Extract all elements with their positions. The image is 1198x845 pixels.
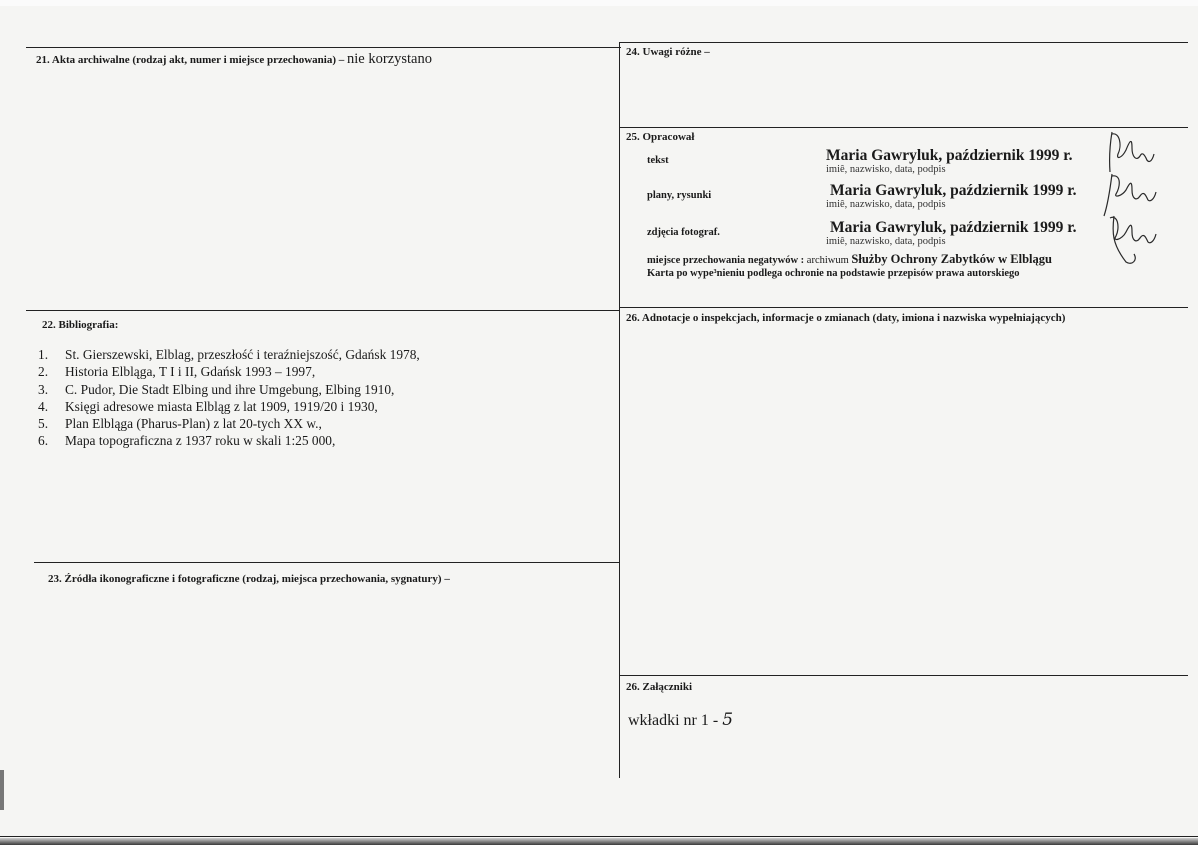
section-21-value: nie korzystano bbox=[347, 51, 432, 67]
attachments-printed: wkładki nr 1 - bbox=[628, 712, 723, 729]
page-left-edge bbox=[0, 770, 4, 810]
top-border-left bbox=[26, 47, 621, 48]
role-photos: zdjęcia fotograf. bbox=[647, 227, 720, 238]
section-22-label: 22. Bibliografia: bbox=[42, 319, 119, 331]
list-item: 4. Księgi adresowe miasta Elbląg z lat 1909, 1919/20 i 1930, bbox=[38, 398, 378, 414]
author-name-text: Maria Gawryluk, październik 1999 r. bbox=[826, 147, 1073, 164]
list-item: 1. St. Gierszewski, Elblag, przeszłość i teraźniejszość, Gdańsk 1978, bbox=[38, 347, 420, 362]
page-top-edge bbox=[0, 0, 1198, 6]
divider-22-23 bbox=[34, 562, 620, 563]
section-21-heading bbox=[36, 51, 432, 68]
signature-photos bbox=[1092, 208, 1166, 264]
list-item: 3. C. Pudor, Die Stadt Elbing und ihre Umgebung, Elbing 1910, bbox=[38, 381, 395, 397]
attachments-handwritten: 5 bbox=[722, 710, 734, 730]
section-21-label: 21. Akta archiwalne (rodzaj akt, numer i miejsce przechowania) – bbox=[36, 54, 348, 66]
author-hint-photos: imiê, nazwisko, data, podpis bbox=[826, 236, 946, 247]
page-bottom-edge bbox=[0, 838, 1198, 845]
negatives-label: miejsce przechowania negatywów : bbox=[647, 255, 805, 266]
role-text: tekst bbox=[647, 155, 669, 166]
divider-21-22 bbox=[26, 310, 620, 311]
top-border-right bbox=[620, 42, 1188, 43]
section-26-annotations-label: 26. Adnotacje o inspekcjach, informacje o zmianach (daty, imiona i nazwiska wypełniających) bbox=[626, 312, 1066, 324]
author-hint-text: imiê, nazwisko, data, podpis bbox=[826, 164, 946, 175]
section-25-label: 25. Opracował bbox=[626, 131, 695, 143]
negatives-plain: archiwum bbox=[804, 255, 852, 266]
negatives-storage bbox=[647, 252, 1052, 267]
divider-26-annex bbox=[620, 675, 1188, 676]
role-plans: plany, rysunki bbox=[647, 190, 712, 201]
center-divider bbox=[619, 42, 620, 778]
author-name-photos: Maria Gawryluk, październik 1999 r. bbox=[830, 219, 1077, 236]
bibliography-list bbox=[38, 346, 420, 450]
list-item: 5. Plan Elbląga (Pharus-Plan) z lat 20-tych XX w., bbox=[38, 416, 322, 432]
section-23-label: 23. Źródła ikonograficzne i fotograficzne (rodzaj, miejsca przechowania, sygnatury) – bbox=[48, 573, 450, 585]
list-item: 2. Historia Elbląga, T I i II, Gdańsk 1993 – 1997, bbox=[38, 364, 316, 380]
list-item: 6. Mapa topograficzna z 1937 roku w skali 1:25 000, bbox=[38, 433, 336, 449]
divider-25-26 bbox=[620, 307, 1188, 308]
section-24-label: 24. Uwagi różne – bbox=[626, 46, 710, 58]
negatives-archive: Służby Ochrony Zabytków w Elblągu bbox=[851, 252, 1052, 266]
author-hint-plans: imiê, nazwisko, data, podpis bbox=[826, 199, 946, 210]
attachments-value bbox=[628, 710, 733, 730]
copyright-note: Karta po wype³nieniu podlega ochronie na podstawie przepisów prawa autorskiego bbox=[647, 268, 1020, 279]
section-26-attachments-label: 26. Załączniki bbox=[626, 681, 693, 693]
author-name-plans: Maria Gawryluk, październik 1999 r. bbox=[830, 182, 1077, 199]
bottom-border bbox=[0, 836, 1198, 837]
